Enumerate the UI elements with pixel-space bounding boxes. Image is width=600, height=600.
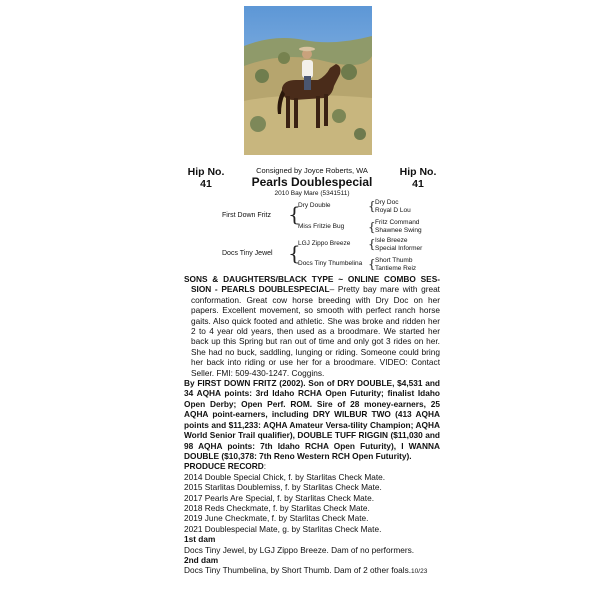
horse-photo — [244, 6, 372, 155]
pedigree-dam-sire-sire: Isle Breeze — [375, 237, 408, 244]
pedigree-sire-sire-dam: Royal D Lou — [375, 207, 411, 214]
first-dam-text: Docs Tiny Jewel, by LGJ Zippo Breeze. Dam of no performers. — [184, 544, 415, 555]
hip-number: 41 — [200, 178, 212, 190]
produce-heading-line — [184, 461, 440, 471]
description-heading: SONS & DAUGHTERS/BLACK TYPE ~ ONLINE COMBO SES-SION - PEARLS DOUBLESPECIAL — [184, 274, 440, 295]
horse-photo-illustration — [244, 6, 372, 155]
consignor: Consigned by Joyce Roberts, WA — [256, 166, 368, 175]
second-dam-text: Docs Tiny Thumbelina, by Short Thumb. Dam of 2 other foals. — [184, 565, 412, 576]
produce-item: 2017 Pearls Are Special, f. by Starlitas Check Mate. — [184, 492, 374, 503]
horse-description: 2010 Bay Mare (5341511) — [274, 190, 350, 197]
second-dam-line — [184, 565, 440, 577]
page-reference: 10/23 — [411, 568, 428, 576]
pedigree-sire-sire-sire: Dry Doc — [375, 199, 399, 206]
produce-item: 2018 Reds Checkmate, f. by Starlitas Check Mate. — [184, 502, 370, 513]
hip-label: Hip No. — [187, 166, 225, 178]
pedigree-brace: { — [368, 257, 376, 271]
catalog-body — [184, 274, 440, 578]
second-dam-heading: 2nd dam — [184, 554, 219, 565]
sire-paragraph — [184, 378, 440, 461]
pedigree-dam-sire: LGJ Zippo Breeze — [298, 240, 351, 247]
first-dam-heading: 1st dam — [184, 534, 216, 545]
produce-item: 2014 Double Special Chick, f. by Starlitas Check Mate. — [184, 471, 386, 482]
pedigree-sire: First Down Fritz — [222, 212, 271, 219]
hip-label: Hip No. — [399, 166, 437, 178]
pedigree-sire-dam-sire: Fritz Command — [375, 219, 420, 226]
pedigree-brace: { — [368, 237, 376, 251]
pedigree-sire-sire: Dry Double — [298, 202, 331, 209]
description-text: – Pretty bay mare with great conformation. Great cow horse breeding with Dry Doc on her papers. Excellent movement, so smooth with perfect ranch horse gaits. Also quick footed and athletic. She was broke and ridden her 2 to 4 year old years, then used as a broodmare. We started her back up this Spring but ran out of time and only got 3 rides on her. She had no buck, saddling, lunging or riding. Someone could bring her back into riding or use her for a broodmare. VIDEO: Contact Seller. FMI: 509-430-1247. Coggins. — [191, 284, 440, 378]
description-paragraph — [184, 274, 440, 378]
pedigree-sire-dam: Miss Fritzie Bug — [298, 223, 345, 230]
produce-item: 2015 Starlitas Doublemiss, f. by Starlitas Check Mate. — [184, 482, 382, 493]
pedigree-sire-dam-dam: Shawnee Swing — [375, 227, 422, 234]
pedigree-dam: Docs Tiny Jewel — [222, 250, 273, 257]
produce-item: 2021 Doublespecial Mate, g. by Starlitas Check Mate. — [184, 523, 382, 534]
produce-item: 2019 June Checkmate, f. by Starlitas Check Mate. — [184, 513, 369, 524]
pedigree-dam-dam-dam: Tantieme Reiz — [375, 265, 417, 272]
pedigree-brace: { — [288, 241, 301, 265]
pedigree-dam-dam-sire: Short Thumb — [375, 257, 413, 264]
pedigree-brace: { — [368, 199, 376, 213]
sire-prefix: By — [184, 378, 195, 389]
hip-number: 41 — [412, 178, 424, 190]
pedigree-brace: { — [288, 202, 301, 226]
pedigree-brace: { — [368, 220, 376, 234]
pedigree-dam-dam: Docs Tiny Thumbelina — [298, 260, 363, 267]
horse-name: Pearls Doublespecial — [251, 175, 373, 189]
pedigree-dam-sire-dam: Special Informer — [375, 245, 423, 252]
sire-text: FIRST DOWN FRITZ (2002). Son of DRY DOUBLE, $4,531 and 34 AQHA points: 3rd Idaho RCHA Open Futurity; finalist Idaho Open Derby; Open Perf. ROM. Sire of 28 money-earners, 25 AQHA point-earners, including DRY WILBUR TWO (413 AQHA points and $11,233: AQHA Amateur Versa-tility Champion; AQHA World Senior Trail qualifier), DOUBLE TUFF RIGGIN ($11,030 and 98 AQHA points: 7th Idaho RCHA Open Futurity), I WANNA DOUBLE ($10,378: 7th Reno Western RCH Open Futurity). — [184, 378, 440, 461]
produce-heading: PRODUCE RECORD — [184, 461, 264, 472]
produce-colon: : — [263, 461, 267, 472]
